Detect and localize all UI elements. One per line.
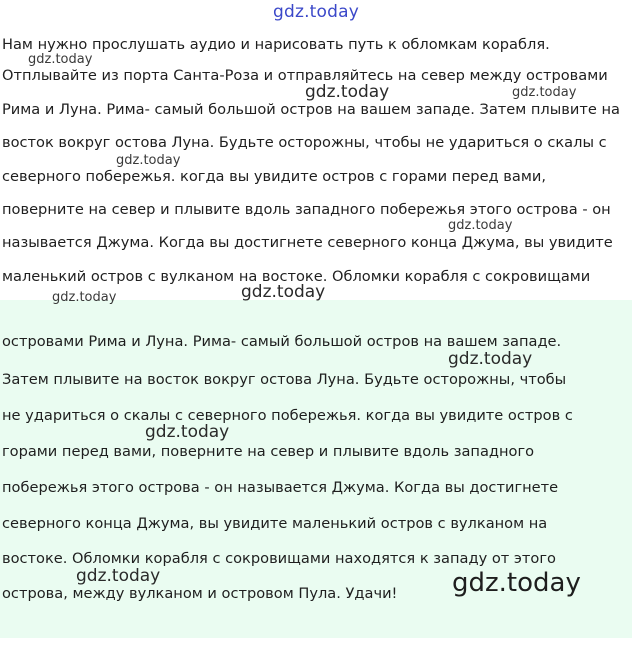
watermark: gdz.today (52, 290, 117, 305)
watermark: gdz.today (512, 85, 577, 100)
watermark: gdz.today (448, 349, 533, 369)
watermark: gdz.today (452, 568, 581, 598)
watermark: gdz.today (145, 422, 230, 442)
text-line: маленький остров с вулканом на востоке. Обломки корабля с сокровищами (2, 268, 591, 285)
text-line: Отплывайте из порта Санта-Роза и отправляйтесь на север между островами (2, 67, 608, 84)
text-line: горами перед вами, поверните на север и плывите вдоль западного (2, 443, 535, 460)
text-line: востоке. Обломки корабля с сокровищами находятся к западу от этого (2, 550, 556, 567)
text-line: Рима и Луна. Рима- самый большой остров на вашем западе. Затем плывите на (2, 101, 620, 118)
watermark: gdz.today (28, 52, 93, 67)
watermark: gdz.today (241, 282, 326, 302)
text-line: острова, между вулканом и островом Пула. Удачи! (2, 585, 398, 602)
watermark: gdz.today (76, 566, 161, 586)
watermark: gdz.today (116, 153, 181, 168)
text-line: побережья этого острова - он называется Джума. Когда вы достигнете (2, 479, 559, 496)
text-line: островами Рима и Луна. Рима- самый большой остров на вашем западе. (2, 333, 562, 350)
text-line: северного конца Джума, вы увидите маленький остров с вулканом на (2, 515, 548, 532)
watermark: gdz.today (448, 218, 513, 233)
text-line: называется Джума. Когда вы достигнете северного конца Джума, вы увидите (2, 234, 613, 251)
text-line: северного побережья. когда вы увидите остров с горами перед вами, (2, 168, 546, 185)
watermark: gdz.today (305, 82, 390, 102)
text-line: поверните на север и плывите вдоль западного побережья этого острова - он (2, 201, 611, 218)
text-line: Затем плывите на восток вокруг остова Луна. Будьте осторожны, чтобы (2, 371, 567, 388)
text-line: восток вокруг остова Луна. Будьте осторожны, чтобы не удариться о скалы с (2, 134, 607, 151)
header-watermark: gdz.today (272, 2, 360, 22)
text-line: не удариться о скалы с северного побережья. когда вы увидите остров с (2, 407, 573, 424)
text-line: Нам нужно прослушать аудио и нарисовать путь к обломкам корабля. (2, 36, 550, 53)
